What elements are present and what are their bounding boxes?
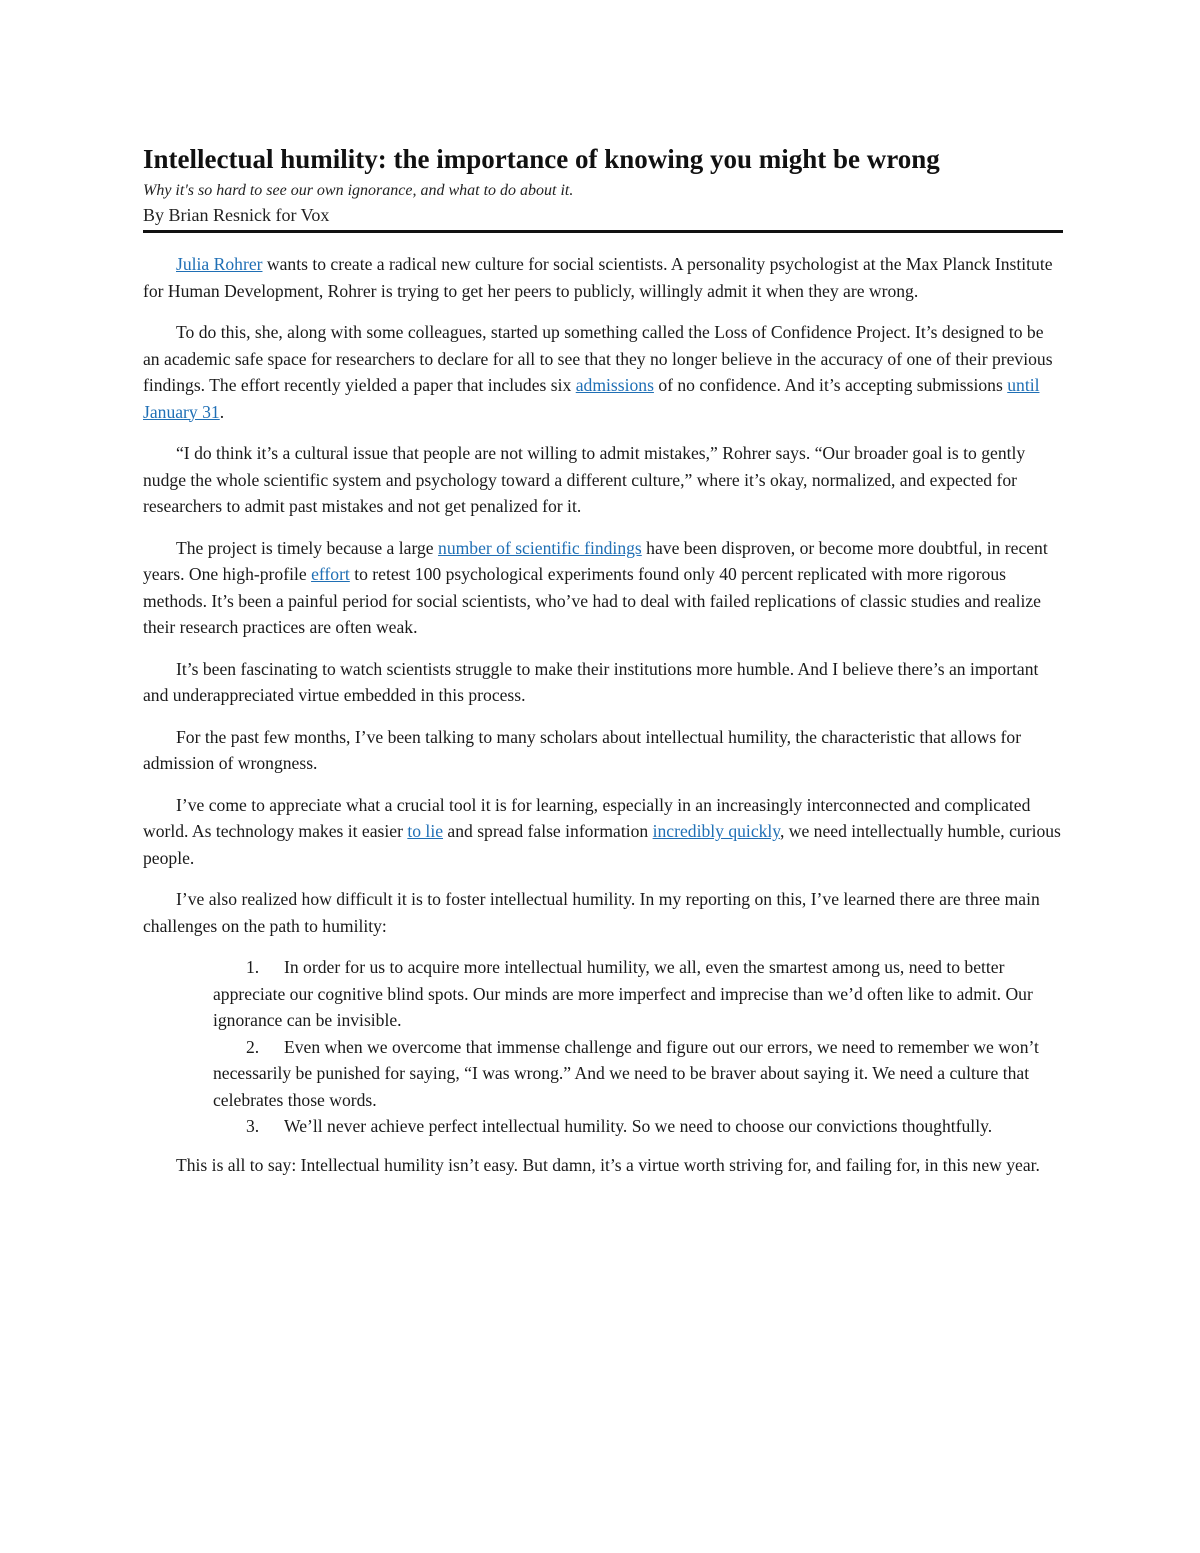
- article-subtitle: Why it's so hard to see our own ignorance, and what to do about it.: [143, 182, 574, 199]
- article: [143, 140, 1063, 1193]
- list-item: [143, 1034, 1063, 1114]
- paragraph-7: [143, 792, 1063, 872]
- challenges-list: [143, 954, 1063, 1140]
- paragraph-text: .: [219, 401, 225, 422]
- paragraph-6: [143, 724, 1063, 777]
- article-byline: By Brian Resnick for Vox: [143, 205, 330, 225]
- paragraph-text: have been disproven, or become more doubtful, in recent years. One high-profile: [143, 537, 1048, 584]
- link-julia-rohrer[interactable]: Julia Rohrer: [176, 254, 263, 274]
- link-incredibly-quickly[interactable]: incredibly quickly: [652, 821, 780, 841]
- list-number: 2.: [246, 1036, 260, 1057]
- article-title: Intellectual humility: the importance of knowing you might be wrong: [143, 144, 940, 174]
- list-item: [143, 954, 1063, 1034]
- list-item-text: We’ll never achieve perfect intellectual humility. So we need to choose our convictions thoughtfully.: [284, 1116, 993, 1136]
- list-item-text: Even when we overcome that immense challenge and figure out our errors, we need to remember we won’t necessarily be punished for saying, “I was wrong.” And we need to be braver about saying it. We need a culture that celebrates those words.: [213, 1036, 1039, 1110]
- list-item-text: In order for us to acquire more intellectual humility, we all, even the smartest among us, need to better appreciate our cognitive blind spots. Our minds are more imperfect and imprecise than we’d often like to admit. Our ignorance can be invisible.: [213, 957, 1033, 1030]
- paragraph-3: [143, 440, 1063, 520]
- paragraph-text: , we need intellectually humble, curious people.: [143, 821, 1061, 868]
- paragraph-text: I’ve come to appreciate what a crucial tool it is for learning, especially in an increasingly interconnected and complicated world. As technology makes it easier: [143, 794, 1031, 841]
- link-to-lie[interactable]: to lie: [407, 821, 444, 841]
- paragraph-9: [143, 1152, 1063, 1179]
- paragraph-text: of no confidence. And it’s accepting submissions: [653, 375, 1008, 395]
- link-admissions[interactable]: admissions: [575, 375, 654, 395]
- article-body: [143, 251, 1063, 1178]
- paragraph-5: [143, 656, 1063, 709]
- paragraph-text: The project is timely because a large: [176, 537, 439, 558]
- paragraph-2: [143, 319, 1063, 425]
- paragraph-4: [143, 535, 1063, 641]
- paragraph-text: wants to create a radical new culture for social scientists. A personality psychologist at the Max Planck Institute for Human Development, Rohrer is trying to get her peers to publicly, willingly admit it when they are wrong.: [143, 254, 1053, 301]
- header-divider: [143, 230, 1063, 233]
- paragraph-text: to retest 100 psychological experiments found only 40 percent replicated with more rigorous methods. It’s been a painful period for social scientists, who’ve had to deal with failed replications of classic studies and realize their research practices are often weak.: [143, 564, 1041, 637]
- paragraph-8: [143, 886, 1063, 939]
- list-number: 3.: [246, 1116, 260, 1136]
- paragraph-text: “I do think it’s a cultural issue that people are not willing to admit mistakes,” Rohrer says. “Our broader goal is to gently nudge the whole scientific system and psychology toward a different culture,” where it’s okay, normalized, and expected for researchers to admit past mistakes and not get penalized for it.: [143, 443, 1026, 516]
- link-until-january-31[interactable]: until January 31: [143, 375, 1040, 422]
- link-effort[interactable]: effort: [311, 564, 350, 584]
- list-number: 1.: [246, 957, 260, 977]
- list-item: [143, 1113, 1063, 1140]
- paragraph-1: [143, 251, 1063, 304]
- paragraph-text: It’s been fascinating to watch scientists struggle to make their institutions more humble. And I believe there’s an important and underappreciated virtue embedded in this process.: [143, 658, 1039, 705]
- paragraph-text: This is all to say: Intellectual humility isn’t easy. But damn, it’s a virtue worth striving for, and failing for, in this new year.: [176, 1154, 1040, 1175]
- paragraph-text: To do this, she, along with some colleagues, started up something called the Loss of Confidence Project. It’s designed to be an academic safe space for researchers to declare for all to see that they no longer believe in the accuracy of one of their previous findings. The effort recently yielded a paper that includes six: [143, 322, 1053, 395]
- link-number-of-scientific-findings[interactable]: number of scientific findings: [438, 537, 642, 558]
- paragraph-text: and spread false information: [443, 821, 653, 841]
- paragraph-text: For the past few months, I’ve been talking to many scholars about intellectual humility, the characteristic that allows for admission of wrongness.: [143, 726, 1022, 773]
- paragraph-text: I’ve also realized how difficult it is to foster intellectual humility. In my reporting on this, I’ve learned there are three main challenges on the path to humility:: [143, 889, 1040, 936]
